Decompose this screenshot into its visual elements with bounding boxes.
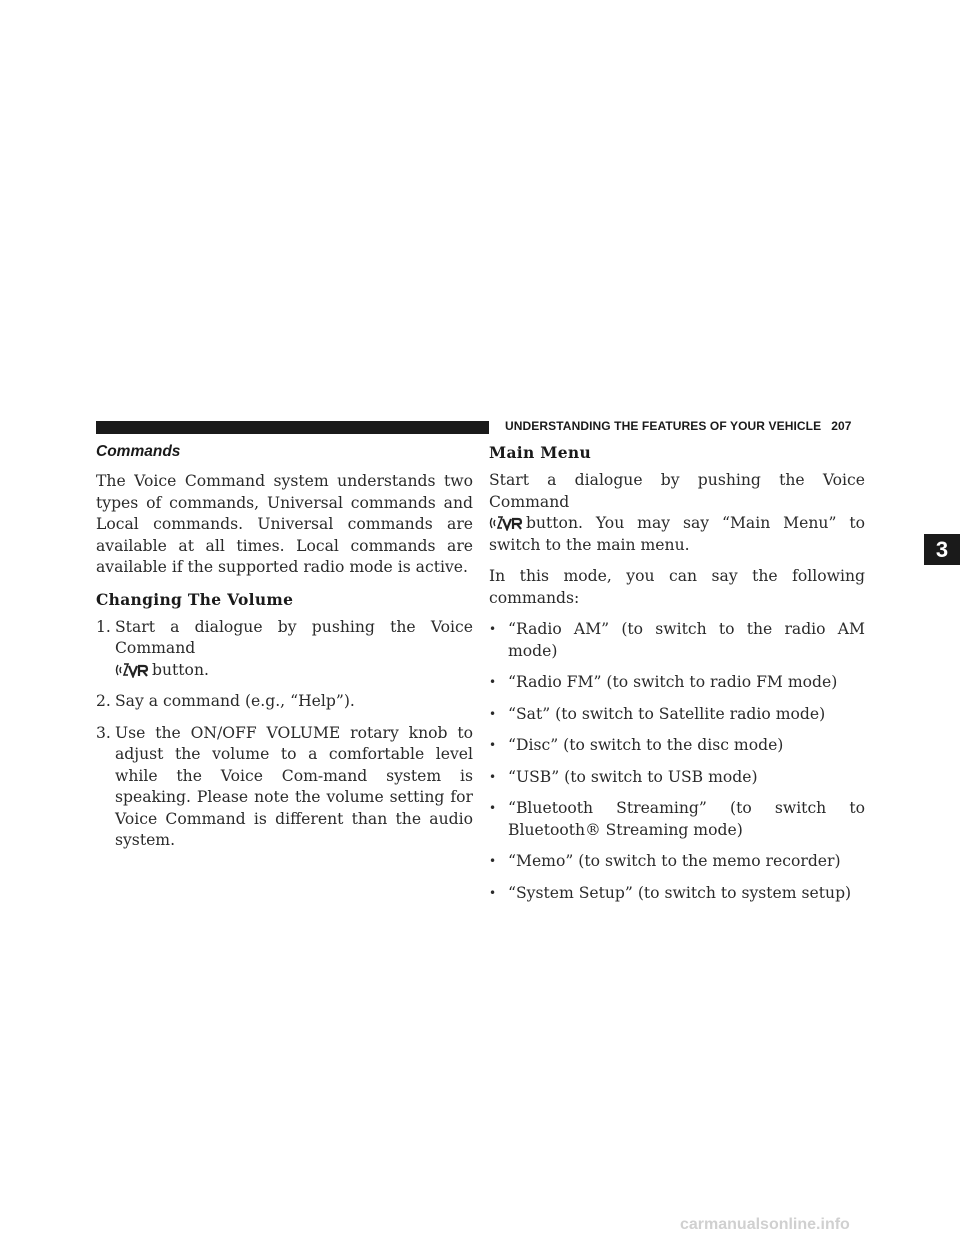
list-item bbox=[489, 619, 865, 662]
bullet: • bbox=[489, 801, 497, 815]
bullet: • bbox=[489, 738, 497, 752]
bullet: • bbox=[489, 854, 497, 868]
main-menu-intro-text: button. You may say “Main Menu” to switch to the main menu. bbox=[489, 514, 865, 554]
command-list bbox=[489, 619, 865, 904]
chapter-tab: 3 bbox=[924, 534, 960, 565]
voice-command-icon bbox=[115, 662, 151, 678]
list-item-text: “Radio FM” (to switch to radio FM mode) bbox=[508, 673, 838, 691]
list-item bbox=[489, 851, 865, 873]
section-heading-main-menu: Main Menu bbox=[489, 443, 592, 462]
left-column bbox=[96, 442, 473, 862]
voice-command-icon bbox=[489, 515, 525, 531]
step-item bbox=[96, 723, 473, 852]
list-item-text: “USB” (to switch to USB mode) bbox=[508, 767, 758, 786]
step-text: Say a command (e.g., “Help”). bbox=[115, 692, 355, 710]
bullet: • bbox=[489, 622, 497, 636]
list-item-text: “System Setup” (to switch to system setup) bbox=[508, 883, 852, 902]
section-heading-commands: Commands bbox=[96, 443, 181, 460]
list-item bbox=[489, 672, 865, 694]
list-item-text: “Radio AM” (to switch to the radio AM mode) bbox=[508, 620, 865, 660]
step-text-after-icon: button. bbox=[152, 660, 209, 679]
subheading-changing-volume: Changing The Volume bbox=[96, 589, 294, 609]
bullet: • bbox=[489, 675, 497, 689]
step-number: 2. bbox=[96, 692, 111, 710]
bullet: • bbox=[489, 706, 497, 721]
step-item bbox=[96, 617, 473, 682]
bullet: • bbox=[489, 769, 497, 784]
list-item bbox=[489, 735, 865, 757]
main-menu-intro bbox=[489, 513, 865, 556]
list-item bbox=[489, 767, 865, 789]
right-column bbox=[489, 442, 865, 914]
list-item bbox=[489, 798, 865, 841]
list-item bbox=[489, 704, 865, 726]
main-menu-intro-line: Start a dialogue by pushing the Voice Command bbox=[489, 471, 865, 511]
step-text-cont bbox=[115, 660, 473, 682]
commands-intro: The Voice Command system understands two types of commands, Universal commands and Local commands. Universal commands are available at all times. Local commands are available if the supported radio mode is active. bbox=[96, 472, 473, 576]
watermark: carmanualsonline.info bbox=[680, 1216, 850, 1233]
bullet: • bbox=[489, 885, 497, 900]
running-header bbox=[505, 419, 852, 433]
list-item-text: “Disc” (to switch to the disc mode) bbox=[508, 736, 784, 754]
step-text: Start a dialogue by pushing the Voice Command bbox=[115, 617, 473, 657]
step-item bbox=[96, 691, 473, 713]
list-item-text: “Bluetooth Streaming” (to switch to Bluetooth® Streaming mode) bbox=[508, 799, 865, 839]
list-item bbox=[489, 883, 865, 905]
step-text: Use the ON/OFF VOLUME rotary knob to adjust the volume to a comfortable level while the Voice Com-mand system is speaking. Please note the volume setting for Voice Command is different than the audio system. bbox=[115, 723, 473, 849]
list-item-text: “Sat” (to switch to Satellite radio mode) bbox=[508, 704, 826, 723]
volume-steps bbox=[96, 617, 473, 852]
header-rule bbox=[96, 421, 489, 434]
page-number: 207 bbox=[831, 419, 852, 433]
list-item-text: “Memo” (to switch to the memo recorder) bbox=[508, 852, 841, 870]
step-number: 1. bbox=[96, 617, 111, 636]
commands-lead: In this mode, you can say the following commands: bbox=[489, 567, 865, 607]
step-number: 3. bbox=[96, 723, 111, 742]
header-title: UNDERSTANDING THE FEATURES OF YOUR VEHICLE bbox=[505, 419, 822, 433]
